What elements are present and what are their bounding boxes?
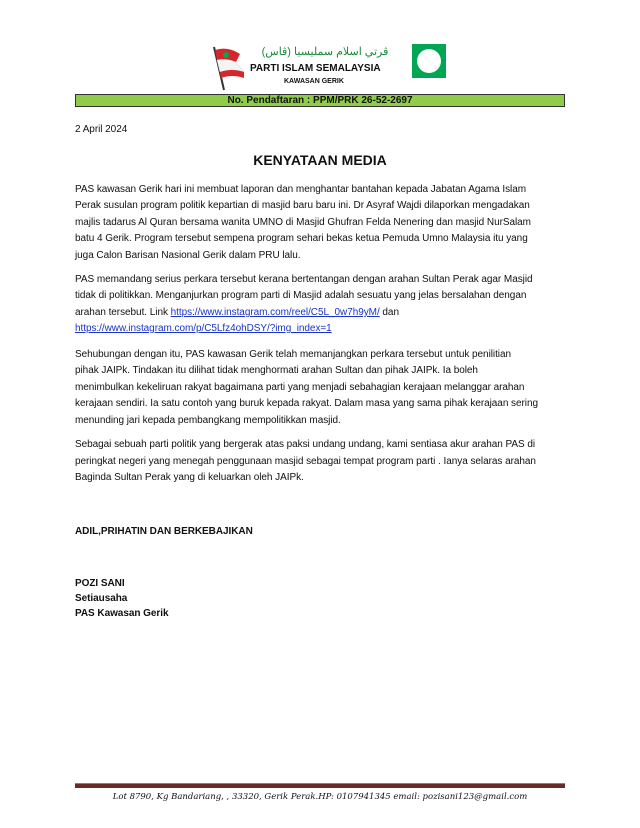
footer-divider xyxy=(75,783,565,788)
paragraph-4-line: Sebagai sebuah parti politik yang bergerak atas paksi undang undang, kami sentiasa akur arahan PAS di xyxy=(75,439,536,450)
paragraph-1-line: juga Calon Barisan Nasional Gerik dalam PRU lalu. xyxy=(75,250,301,261)
paragraph-4-line: peringkat negeri yang menegah penggunaan masjid sebagai tempat program parti . Ianya selaras arahan xyxy=(75,456,536,467)
paragraph-1-line: majlis tadarus Al Quran bersama wanita UMNO di Masjid Ghufran Felda Nenering dan masjid NurSalam xyxy=(75,217,531,228)
document-title: KENYATAAN MEDIA xyxy=(253,152,387,168)
paragraph-1-line: Perak susulan program politik kepartian di masjid baru baru ini. Dr Asyraf Wajdi dilaporkan mengadakan xyxy=(75,200,530,211)
letterhead xyxy=(210,44,405,94)
link-prefix: arahan tersebut. Link xyxy=(75,307,171,318)
paragraph-2-line xyxy=(75,323,332,335)
registration-band: No. Pendaftaran : PPM/PRK 26-52-2697 xyxy=(75,94,565,107)
signatory-position: Setiausaha xyxy=(75,593,128,604)
paragraph-2-line: PAS memandang serius perkara tersebut kerana bertentangan dengan arahan Sultan Perak agar Masjid xyxy=(75,274,533,285)
paragraph-3-line: Sehubungan dengan itu, PAS kawasan Gerik telah memanjangkan perkara tersebut untuk penilitian xyxy=(75,349,512,360)
paragraph-3-line: menimbulkan kekeliruan rakyat bagaimana parti yang menjadi sebahagian kerajaan melanggar arahan xyxy=(75,382,525,393)
date: 2 April 2024 xyxy=(75,124,128,135)
flag-logo-icon xyxy=(210,44,248,92)
arabic-name: ڤرتي اسلام سمليسيا (ڤاس) xyxy=(261,46,389,58)
paragraph-3-line: menunding jari kepada pembangkang mempolitikkan masjid. xyxy=(75,415,341,426)
pas-logo-icon xyxy=(412,44,446,78)
signatory-org: PAS Kawasan Gerik xyxy=(75,608,169,619)
slogan: ADIL,PRIHATIN DAN BERKEBAJIKAN xyxy=(75,526,253,537)
paragraph-1-line: PAS kawasan Gerik hari ini membuat laporan dan menghantar bantahan kepada Jabatan Agama Islam xyxy=(75,184,527,195)
paragraph-3-line: pihak JAIPk. Tindakan itu dilihat tidak menghormati arahan Sultan dan pihak JAIPk. Ia boleh xyxy=(75,365,478,376)
signatory-name: POZI SANI xyxy=(75,578,125,589)
paragraph-4-line: Baginda Sultan Perak yang di keluarkan oleh JAIPk. xyxy=(75,472,304,483)
division-name: KAWASAN GERIK xyxy=(284,78,344,85)
party-name: PARTI ISLAM SEMALAYSIA xyxy=(250,63,381,74)
paragraph-1-line: batu 4 Gerik. Program tersebut sempena program sehari bekas ketua Pemuda Umno Malaysia itu yang xyxy=(75,233,528,244)
instagram-post-link[interactable]: https://www.instagram.com/p/C5Lfz4ohDSY/?img_index=1 xyxy=(75,323,332,334)
link-suffix: dan xyxy=(379,307,399,318)
paragraph-2-line xyxy=(75,307,399,319)
paragraph-3-line: kerajaan sendiri. Ia satu contoh yang buruk kepada rakyat. Dalam masa yang sama pihak kerajaan sering xyxy=(75,398,538,409)
paragraph-2-line: tidak di politikkan. Menganjurkan program parti di Masjid adalah sesuatu yang jelas bersalahan dengan xyxy=(75,290,527,301)
instagram-reel-link[interactable]: https://www.instagram.com/reel/C5L_0w7h9yM/ xyxy=(170,307,380,318)
footer-address: Lot 8790, Kg Bandariang, , 33320, Gerik Perak.HP: 0107941345 email: pozisani123@gmail.com xyxy=(112,792,528,802)
